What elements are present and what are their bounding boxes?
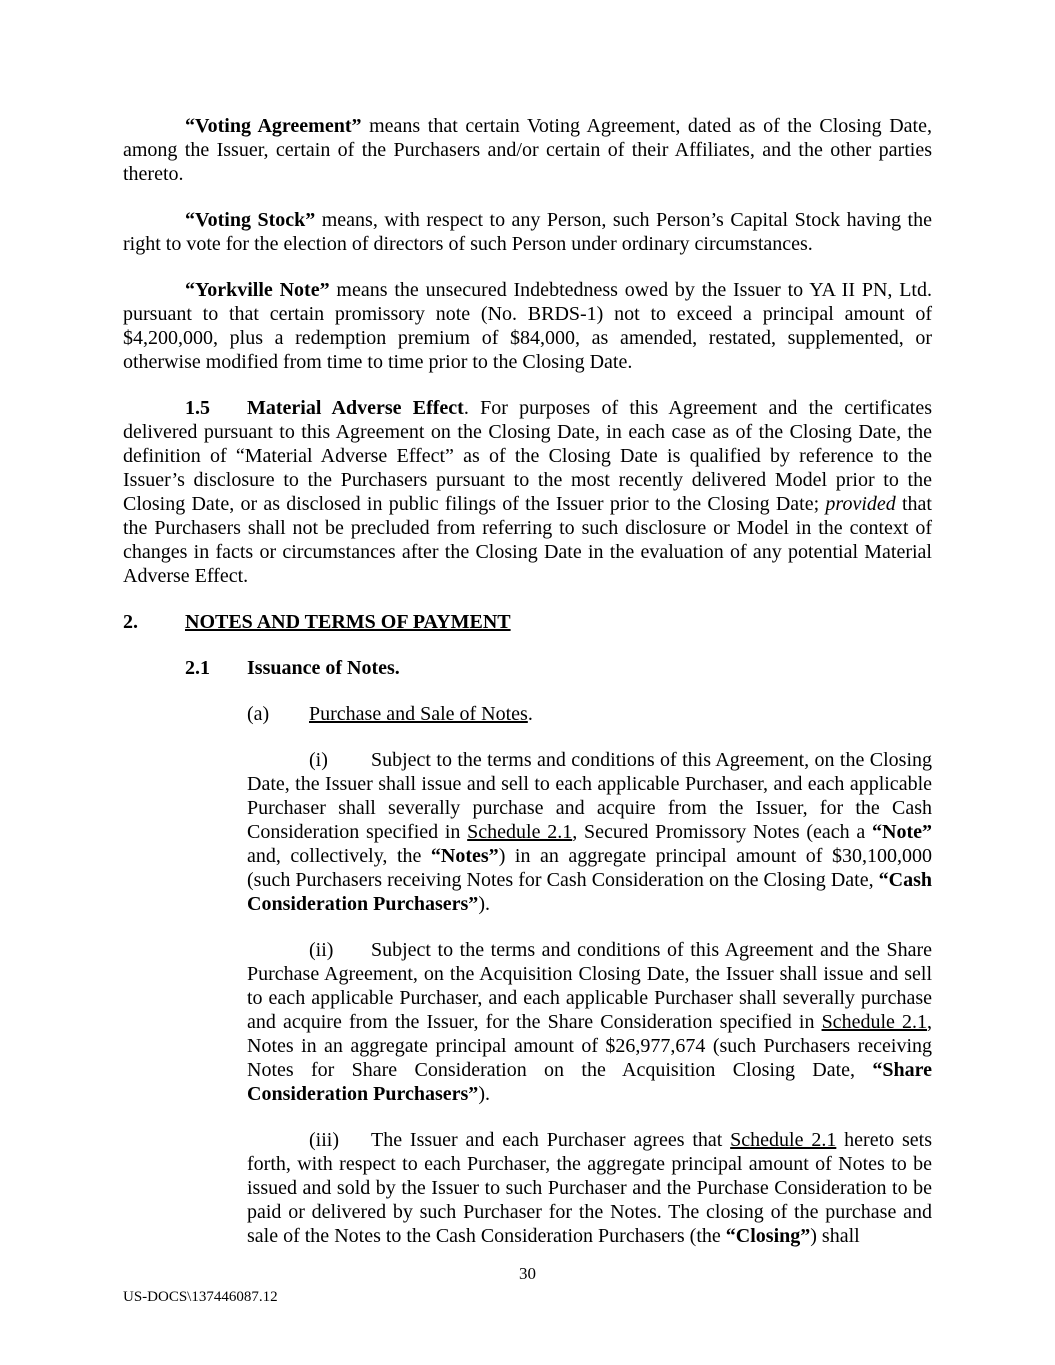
text-run: and, collectively, the <box>247 845 431 867</box>
text-run: means that certain Voting Agreement, dated as of the Closing Date, among the Issuer, certain of the Purchasers and/or certain of their Affiliates, and the other parties thereto. <box>123 115 932 185</box>
definition-voting-agreement <box>123 114 932 186</box>
text-run: Schedule 2.1 <box>467 821 573 843</box>
text-run: 1.5 <box>185 397 210 419</box>
definition-yorkville-note <box>123 278 932 374</box>
text-run: Purchase and Sale of Notes <box>309 703 528 725</box>
text-run: (a) <box>247 703 270 725</box>
text-run: . <box>527 703 533 725</box>
definition-voting-stock <box>123 208 932 256</box>
text-run: The Issuer and each Purchaser agrees that <box>371 1129 731 1151</box>
text-run: hereto sets forth, with respect to each Purchaser, the aggregate principal amount of Notes to be issued and sold by the Issuer to such Purchaser and the Purchase Consideration to be paid or delivered by such Purchaser for the Notes. The closing of the purchase and sale of the Notes to the Cash Consideration Purchasers (the <box>247 1129 932 1247</box>
text-run: Subject to the terms and conditions of this Agreement, on the Closing Date, the Issuer shall issue and sell to each applicable Purchaser, and each applicable Purchaser shall severally purchase and acquire from the Issuer, for the Cash Consideration specified in <box>247 749 932 843</box>
text-run: NOTES AND TERMS OF PAYMENT <box>185 611 511 633</box>
section-1-5-material-adverse-effect <box>123 396 932 588</box>
text-run: “Voting Agreement” <box>185 115 362 137</box>
text-run: Subject to the terms and conditions of this Agreement and the Share Purchase Agreement, on the Acquisition Closing Date, the Issuer shall issue and sell to each applicable Purchaser, and each applicable Purchaser shall severally purchase and acquire from the Issuer, for the Share Consideration specified in <box>247 939 932 1033</box>
text-run: “Note” <box>872 821 933 843</box>
text-run: “Voting Stock” <box>185 209 316 231</box>
text-run: Schedule 2.1 <box>821 1011 927 1033</box>
text-run: 2. <box>123 611 138 633</box>
text-run: “Closing” <box>725 1225 811 1247</box>
clause-a-heading <box>123 702 932 726</box>
text-run: ). <box>478 893 490 915</box>
text-run: (ii) <box>309 939 334 961</box>
text-run: means, with respect to any Person, such Person’s Capital Stock having the right to vote for the election of directors of such Person under ordinary circumstances. <box>123 209 932 255</box>
text-run: “Cash Consideration Purchasers” <box>247 869 932 915</box>
text-run: “Share Consideration Purchasers” <box>247 1059 932 1105</box>
text-run: provided <box>825 493 896 515</box>
clause-iii-paragraph <box>247 1128 932 1248</box>
text-run: , Secured Promissory Notes (each a <box>572 821 873 843</box>
text-run: . For purposes of this Agreement and the certificates delivered pursuant to this Agreement on the Closing Date, in each case as of the Closing Date, the definition of “Material Adverse Effect” as of the Closing Date is qualified by reference to the Issuer’s disclosure to the Purchasers pursuant to the most recently delivered Model prior to the Closing Date, or as disclosed in public filings of the Issuer prior to the Closing Date; <box>123 397 932 515</box>
document-id-footer: US-DOCS\137446087.12 <box>123 1289 278 1305</box>
text-run: “Notes” <box>430 845 499 867</box>
clause-ii-paragraph <box>247 938 932 1106</box>
text-run: Schedule 2.1 <box>730 1129 837 1151</box>
text-run: ) shall <box>810 1225 860 1247</box>
text-run: ). <box>478 1083 490 1105</box>
text-run: that the Purchasers shall not be precluded from referring to such disclosure or Model in the context of changes in facts or circumstances after the Closing Date in the evaluation of any potential Material Adverse Effect. <box>123 493 932 587</box>
page-body <box>123 114 932 1270</box>
text-run: means the unsecured Indebtedness owed by the Issuer to YA II PN, Ltd. pursuant to that certain promissory note (No. BRDS-1) not to exceed a principal amount of $4,200,000, plus a redemption premium of $84,000, as amended, restated, supplemented, or otherwise modified from time to time prior to the Closing Date. <box>123 279 932 373</box>
section-2-1-heading <box>123 656 932 680</box>
text-run: 2.1 <box>185 657 210 679</box>
page-number: 30 <box>519 1264 536 1283</box>
text-run: “Yorkville Note” <box>185 279 330 301</box>
clause-i-paragraph <box>247 748 932 916</box>
text-run: (i) <box>309 749 328 771</box>
text-run: Material Adverse Effect <box>247 397 464 419</box>
text-run: (iii) <box>309 1129 339 1151</box>
text-run: Issuance of Notes. <box>247 657 400 679</box>
section-2-heading <box>123 610 932 634</box>
text-run: , Notes in an aggregate principal amount of $26,977,674 (such Purchasers receiving Notes for Share Consideration on the Acquisition Closing Date, <box>247 1011 932 1081</box>
text-run: ) in an aggregate principal amount of $30,100,000 (such Purchasers receiving Notes for Cash Consideration on the Closing Date, <box>247 845 932 891</box>
